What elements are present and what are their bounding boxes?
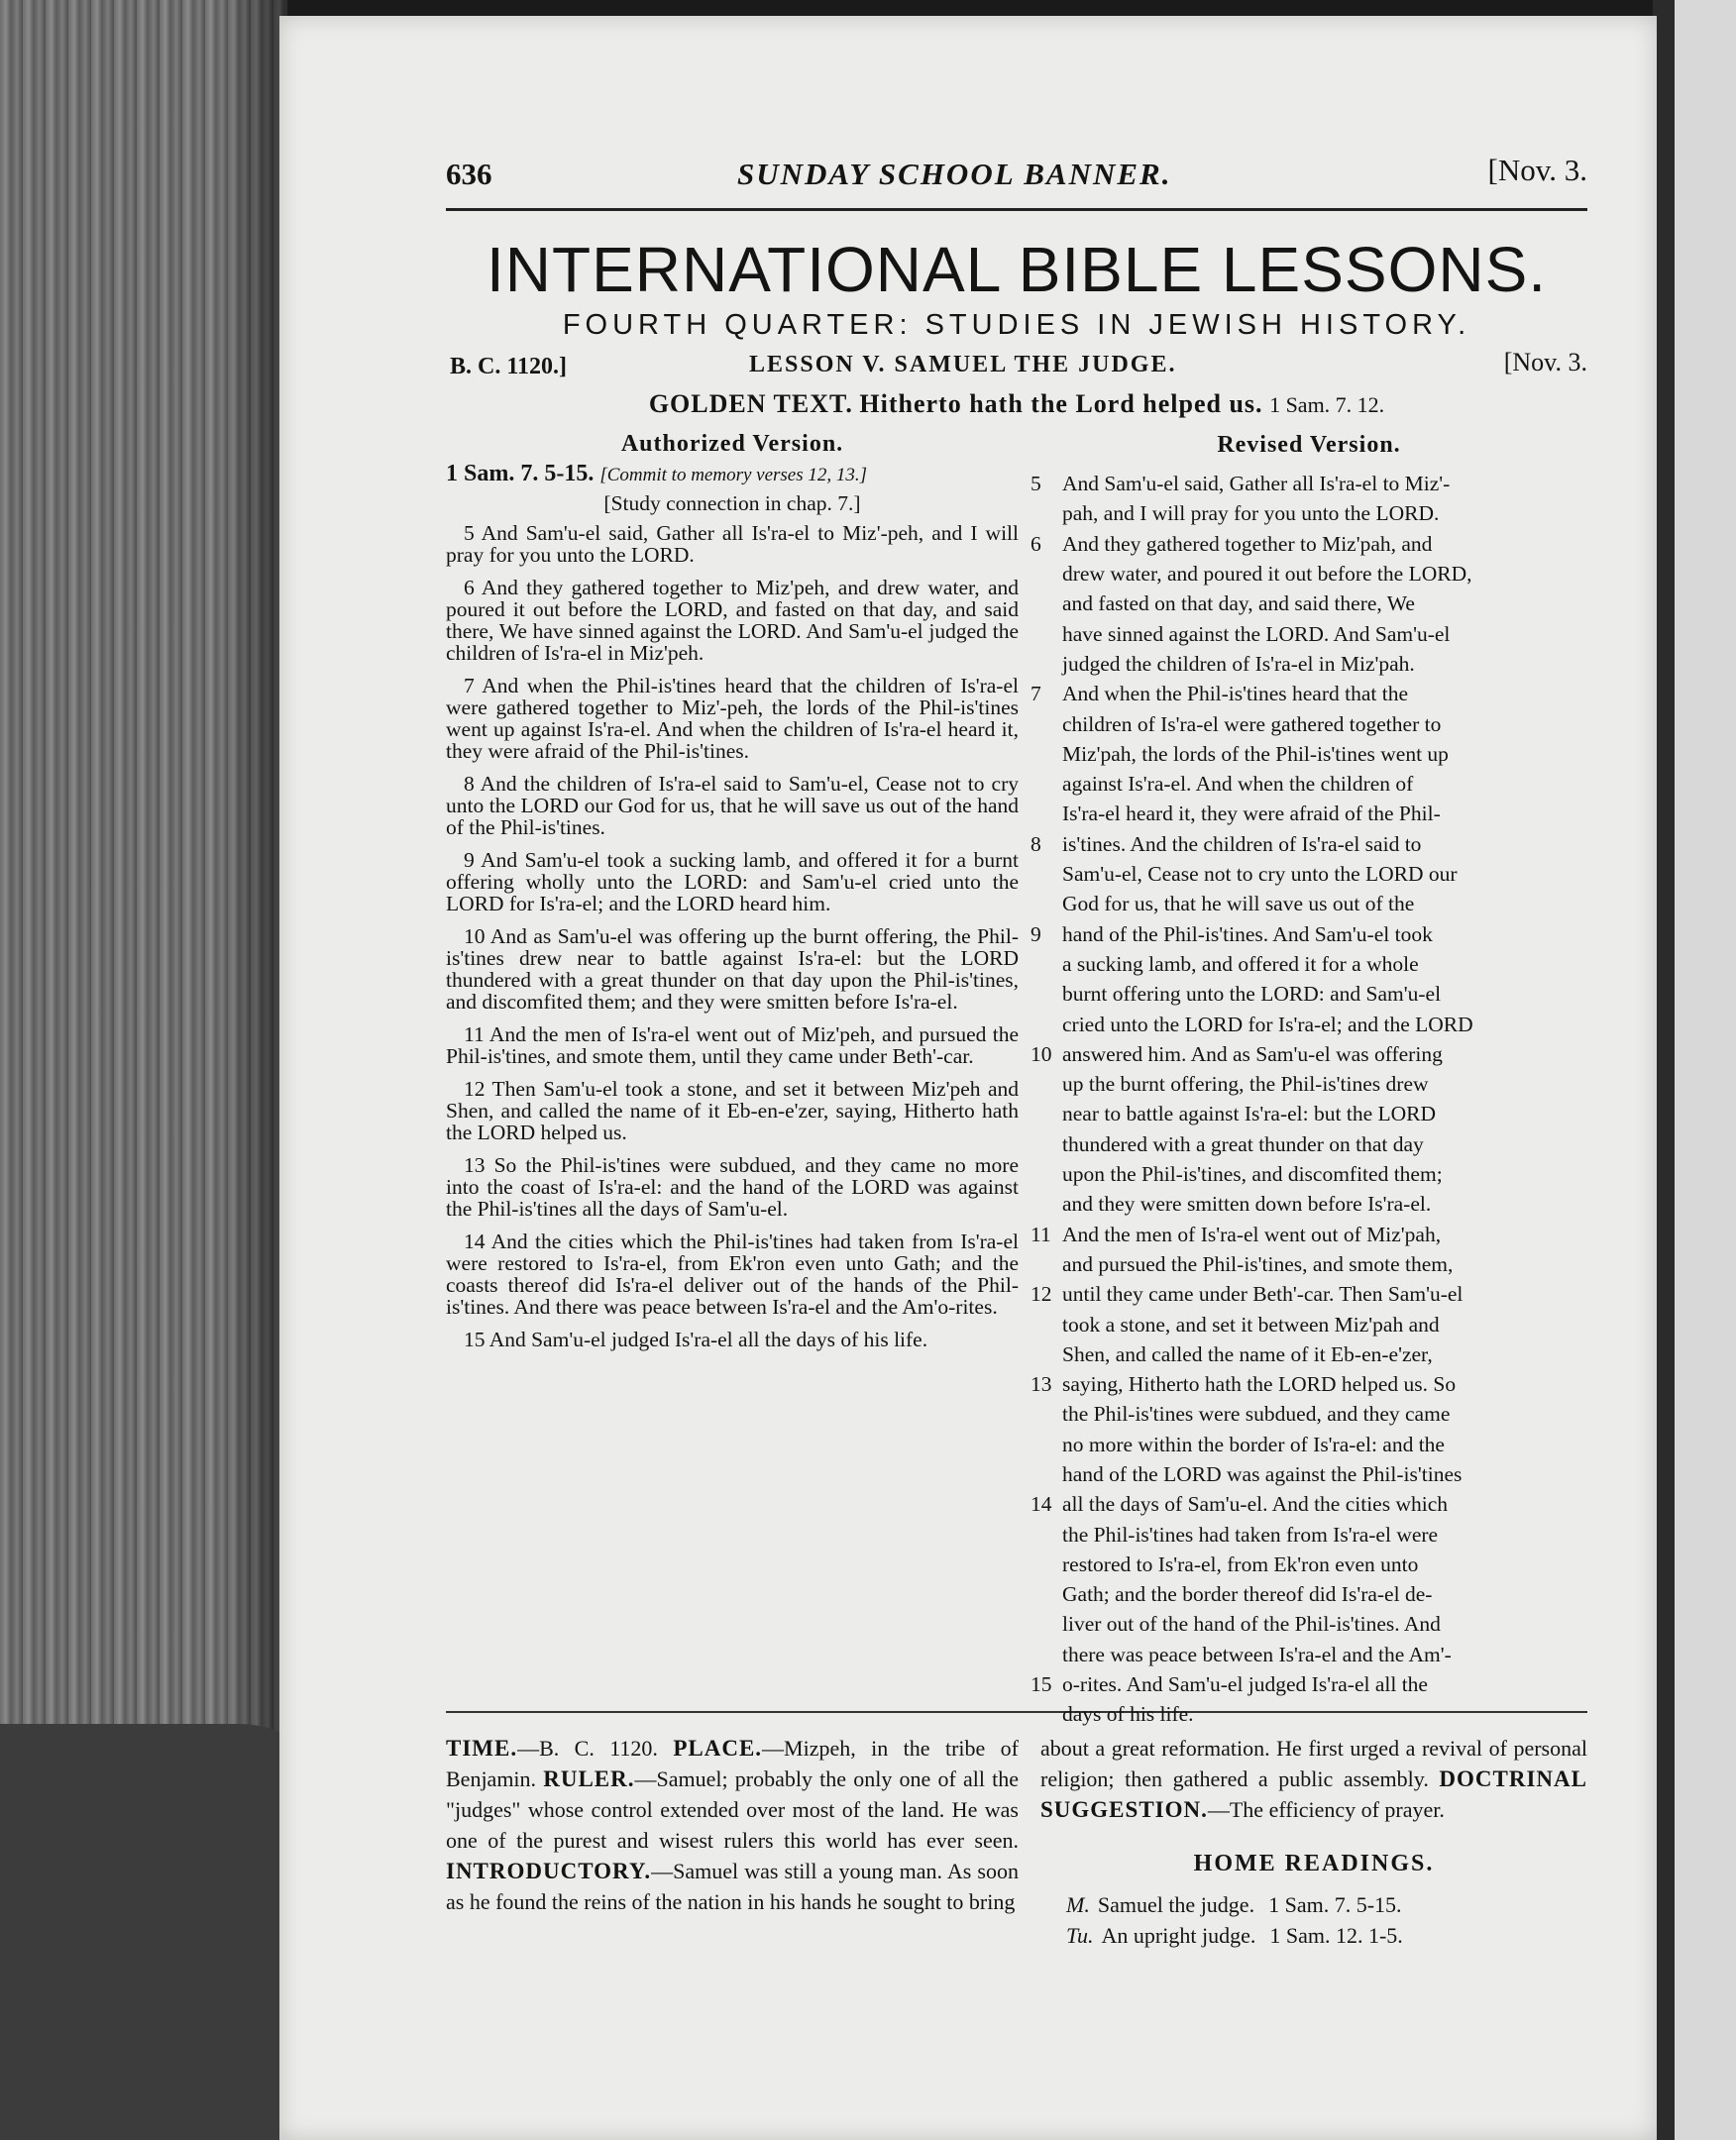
verse-text: against Is'ra-el. And when the children of: [1062, 772, 1414, 797]
revised-line: [1031, 1249, 1587, 1279]
revised-line: [1031, 1159, 1587, 1189]
verse-text: Is'ra-el heard it, they were afraid of the Phil-: [1062, 802, 1441, 826]
page-stain: [0, 1724, 297, 2140]
reference-text: 1 Sam. 7. 5-15.: [446, 461, 595, 487]
verse-text: drew water, and poured it out before the LORD,: [1062, 562, 1472, 587]
verse-text: until they came under Beth'-car. Then Sam'u-el: [1062, 1282, 1464, 1307]
introductory-text: —Samuel was still a young man. As soon as he found the reins of the nation in his hands he sought to bring: [446, 1859, 1019, 1915]
place-label: PLACE.: [673, 1736, 763, 1762]
verse-text: Shen, and called the name of it Eb-en-e'zer,: [1062, 1341, 1433, 1366]
scripture-columns: [446, 419, 1587, 1727]
authorized-verse: 11 And the men of Is'ra-el went out of Miz'peh, and pursued the Phil-is'tines, and smote them, until they came under Beth'-car.: [446, 1022, 1019, 1069]
reading-ref: 1 Sam. 12. 1-5.: [1269, 1923, 1403, 1949]
place-text: —Mizpeh, in the tribe of Benjamin.: [446, 1736, 1019, 1792]
revised-line: [1031, 709, 1587, 739]
authorized-verse: 6 And they gathered together to Miz'peh, and drew water, and poured it out before the LORD, and fasted on that day, and said there, We have sinned against the LORD. And Sam'u-el judged the children of Is'ra-el in Miz'peh.: [446, 576, 1019, 666]
verse-text: and fasted on that day, and said there, We: [1062, 591, 1415, 616]
verse-text: judged the children of Is'ra-el in Miz'pah.: [1062, 651, 1415, 676]
verse-text: is'tines. And the children of Is'ra-el said to: [1062, 831, 1422, 856]
doctrinal-text: —The efficiency of prayer.: [1207, 1797, 1445, 1823]
revised-line: [1031, 1129, 1587, 1159]
authorized-verse: 7 And when the Phil-is'tines heard that the children of Is'ra-el were gathered together to Miz'-peh, the lords of the Phil-is'tines went up against Is'ra-el. And when the children of Is'ra-el heard it, they were afraid of the Phil-is'tines.: [446, 674, 1019, 764]
verse-text: days of his life.: [1062, 1702, 1194, 1727]
verse-text: Sam'u-el, Cease not to cry unto the LORD our: [1062, 862, 1458, 887]
revised-line: [1031, 799, 1587, 828]
verse-text: thundered with a great thunder on that day: [1062, 1131, 1424, 1156]
revised-line: [1031, 1189, 1587, 1219]
verse-text: hand of the Phil-is'tines. And Sam'u-el took: [1062, 921, 1433, 946]
verse-text: cried unto the LORD for Is'ra-el; and the LORD: [1062, 1012, 1473, 1036]
verse-text: And they gathered together to Miz'pah, and: [1062, 531, 1433, 556]
verse-text: Gath; and the border thereof did Is'ra-el de-: [1062, 1582, 1433, 1607]
revised-line: [1031, 859, 1587, 889]
study-note: [Study connection in chap. 7.]: [603, 491, 861, 516]
verse-text: upon the Phil-is'tines, and discomfited them;: [1062, 1162, 1443, 1187]
scripture-reference: [446, 463, 1019, 486]
running-header: [446, 145, 1587, 211]
verse-text: no more within the border of Is'ra-el: and the: [1062, 1432, 1445, 1456]
authorized-version-column: [446, 419, 1019, 1361]
revised-line: [1031, 649, 1587, 679]
revised-line: [1031, 1099, 1587, 1128]
verse-text: took a stone, and set it between Miz'pah and: [1062, 1312, 1440, 1337]
verse-text: And when the Phil-is'tines heard that the: [1062, 682, 1408, 706]
revised-line: [1031, 1459, 1587, 1489]
verse-text: answered him. And as Sam'u-el was offering: [1062, 1041, 1443, 1066]
continued-text: about a great reformation. He first urged a revival of personal religion; then gathered a public assembly.: [1040, 1736, 1587, 1792]
revised-line: [1031, 769, 1587, 799]
verse-text: Miz'pah, the lords of the Phil-is'tines went up: [1062, 741, 1449, 766]
golden-text-ref: 1 Sam. 7. 12.: [1269, 392, 1385, 418]
revised-version-column: [1031, 419, 1587, 1729]
verse-number: 8: [1031, 831, 1041, 856]
introductory-label: INTRODUCTORY.: [446, 1859, 652, 1884]
golden-text-label: GOLDEN TEXT.: [648, 389, 853, 419]
reading-title: An upright judge.: [1101, 1923, 1256, 1949]
verse-text: hand of the LORD was against the Phil-is'tines: [1062, 1461, 1463, 1486]
authorized-verse: 14 And the cities which the Phil-is'tines had taken from Is'ra-el were restored to Is'ra-el, from Ek'ron even unto Gath; and the coasts thereof did Is'ra-el deliver out of the hands of the Phil-is'tines. And there was peace between Is'ra-el and the Am'o-rites.: [446, 1230, 1019, 1320]
revised-verses: [1031, 469, 1587, 1729]
notes-left-column: [446, 1733, 1019, 1917]
revised-line: [1031, 1039, 1587, 1069]
revised-line: [1031, 979, 1587, 1009]
authorized-verses: [446, 522, 1019, 1350]
revised-line: [1031, 498, 1587, 528]
notes-right-column: [1040, 1733, 1587, 1951]
verse-text: o-rites. And Sam'u-el judged Is'ra-el all the: [1062, 1672, 1428, 1697]
verse-text: and pursued the Phil-is'tines, and smote them,: [1062, 1251, 1454, 1276]
lesson-notes: [446, 1713, 1587, 1971]
revised-line: [1031, 1010, 1587, 1039]
page-title: INTERNATIONAL BIBLE LESSONS.: [486, 234, 1548, 305]
page-content: [446, 145, 1587, 1971]
revised-line: [1031, 889, 1587, 918]
verse-text: up the burnt offering, the Phil-is'tines drew: [1062, 1072, 1429, 1097]
document-page: [279, 16, 1657, 2140]
revised-line: [1031, 919, 1587, 949]
verse-text: And the men of Is'ra-el went out of Miz'pah,: [1062, 1222, 1442, 1246]
home-readings-heading: HOME READINGS.: [1193, 1851, 1435, 1877]
verse-text: the Phil-is'tines had taken from Is'ra-el were: [1062, 1522, 1439, 1547]
revised-line: [1031, 1069, 1587, 1099]
verse-number: 11: [1031, 1222, 1051, 1246]
header-date: [Nov. 3.: [1487, 153, 1587, 187]
revised-line: [1031, 1310, 1587, 1339]
page-subtitle: FOURTH QUARTER: STUDIES IN JEWISH HISTORY.: [562, 309, 1471, 342]
ruler-text: —Samuel; probably the only one of all the "judges" whose control extended over most of the land. He was one of the purest and wisest rulers this world has ever seen.: [446, 1766, 1019, 1854]
revised-line: [1031, 739, 1587, 769]
revised-heading: Revised Version.: [1217, 432, 1401, 459]
revised-line: [1031, 679, 1587, 708]
verse-number: 12: [1031, 1282, 1052, 1307]
verse-number: 5: [1031, 472, 1041, 496]
verse-text: burnt offering unto the LORD: and Sam'u-el: [1062, 982, 1442, 1007]
authorized-verse: 5 And Sam'u-el said, Gather all Is'ra-el to Miz'-peh, and I will pray for you unto the LORD.: [446, 521, 1019, 568]
revised-line: [1031, 1369, 1587, 1399]
revised-line: [1031, 1430, 1587, 1459]
verse-text: God for us, that he will save us out of the: [1062, 892, 1415, 916]
revised-line: [1031, 949, 1587, 979]
doctrinal-label: DOCTRINAL SUGGESTION.: [1040, 1766, 1587, 1823]
revised-line: [1031, 1489, 1587, 1519]
authorized-verse: 8 And the children of Is'ra-el said to Sam'u-el, Cease not to cry unto the LORD our God for us, that he will save us out of the hand of the Phil-is'tines.: [446, 772, 1019, 840]
verse-text: pah, and I will pray for you unto the LORD.: [1062, 501, 1440, 526]
time-label: TIME.: [446, 1736, 518, 1762]
revised-line: [1031, 559, 1587, 588]
verse-text: restored to Is'ra-el, from Ek'ron even unto: [1062, 1552, 1419, 1576]
authorized-verse: 9 And Sam'u-el took a sucking lamb, and offered it for a burnt offering wholly unto the LORD: and Sam'u-el cried unto the LORD for Is'ra-el; and the LORD heard him.: [446, 848, 1019, 916]
lesson-line: [446, 346, 1587, 385]
revised-line: [1031, 619, 1587, 649]
golden-text: [446, 389, 1587, 419]
verse-number: 15: [1031, 1672, 1052, 1697]
authorized-verse: 12 Then Sam'u-el took a stone, and set it between Miz'peh and Shen, and called the name of it Eb-en-e'zer, saying, Hitherto hath the LORD helped us.: [446, 1077, 1019, 1145]
home-reading-item: [1040, 1920, 1587, 1951]
verse-number: 7: [1031, 682, 1041, 706]
verse-text: liver out of the hand of the Phil-is'tines. And: [1062, 1612, 1441, 1637]
lesson-date: [Nov. 3.: [1503, 348, 1587, 377]
golden-text-body: Hitherto hath the Lord helped us.: [859, 389, 1263, 419]
verse-text: the Phil-is'tines were subdued, and they came: [1062, 1402, 1451, 1427]
revised-line: [1031, 1550, 1587, 1579]
time-text: —B. C. 1120.: [517, 1736, 658, 1762]
verse-text: have sinned against the LORD. And Sam'u-el: [1062, 621, 1451, 646]
revised-line: [1031, 829, 1587, 859]
verse-number: 13: [1031, 1372, 1052, 1397]
commit-note: [Commit to memory verses 12, 13.]: [599, 465, 868, 486]
verse-number: 10: [1031, 1041, 1052, 1066]
authorized-verse: 13 So the Phil-is'tines were subdued, and they came no more into the coast of Is'ra-el: and the hand of the LORD was against the Phil-is'tines all the days of Sam'u-el.: [446, 1153, 1019, 1222]
authorized-verse: 10 And as Sam'u-el was offering up the burnt offering, the Phil-is'tines drew near to battle against Is'ra-el: but the LORD thundered with a great thunder on that day upon the Phil-is'tines, and discomfited them; and they were smitten before Is'ra-el.: [446, 924, 1019, 1015]
lesson-year: B. C. 1120.]: [450, 354, 568, 380]
revised-line: [1031, 529, 1587, 559]
verse-number: 14: [1031, 1492, 1052, 1517]
revised-line: [1031, 1579, 1587, 1609]
authorized-verse: 15 And Sam'u-el judged Is'ra-el all the days of his life.: [464, 1328, 928, 1352]
verse-number: 9: [1031, 921, 1041, 946]
verse-text: children of Is'ra-el were gathered together to: [1062, 711, 1442, 736]
reading-day: M.: [1066, 1892, 1090, 1918]
verse-text: a sucking lamb, and offered it for a whole: [1062, 951, 1419, 976]
verse-text: and they were smitten down before Is'ra-el.: [1062, 1192, 1432, 1217]
running-title: SUNDAY SCHOOL BANNER.: [737, 157, 1172, 191]
verse-text: saying, Hitherto hath the LORD helped us. So: [1062, 1372, 1457, 1397]
revised-line: [1031, 1220, 1587, 1249]
revised-line: [1031, 1520, 1587, 1550]
next-page-edge: [1653, 0, 1736, 2140]
verse-text: there was peace between Is'ra-el and the Am'-: [1062, 1642, 1452, 1666]
ruler-label: RULER.: [543, 1766, 635, 1792]
revised-line: [1031, 1669, 1587, 1699]
reading-ref: 1 Sam. 7. 5-15.: [1268, 1892, 1402, 1918]
reading-title: Samuel the judge.: [1097, 1892, 1255, 1918]
home-reading-item: [1040, 1889, 1587, 1920]
revised-line: [1031, 469, 1587, 498]
verse-text: all the days of Sam'u-el. And the cities which: [1062, 1492, 1448, 1517]
verse-text: near to battle against Is'ra-el: but the LORD: [1062, 1102, 1437, 1126]
revised-line: [1031, 588, 1587, 618]
revised-line: [1031, 1399, 1587, 1429]
revised-line: [1031, 1279, 1587, 1309]
revised-line: [1031, 1609, 1587, 1639]
revised-line: [1031, 1339, 1587, 1369]
lesson-name: LESSON V. SAMUEL THE JUDGE.: [749, 352, 1177, 378]
reading-day: Tu.: [1066, 1923, 1094, 1949]
revised-line: [1031, 1640, 1587, 1669]
page-number: 636: [446, 157, 492, 191]
verse-number: 6: [1031, 531, 1041, 556]
verse-text: And Sam'u-el said, Gather all Is'ra-el to Miz'-: [1062, 472, 1451, 496]
authorized-heading: Authorized Version.: [620, 431, 844, 458]
